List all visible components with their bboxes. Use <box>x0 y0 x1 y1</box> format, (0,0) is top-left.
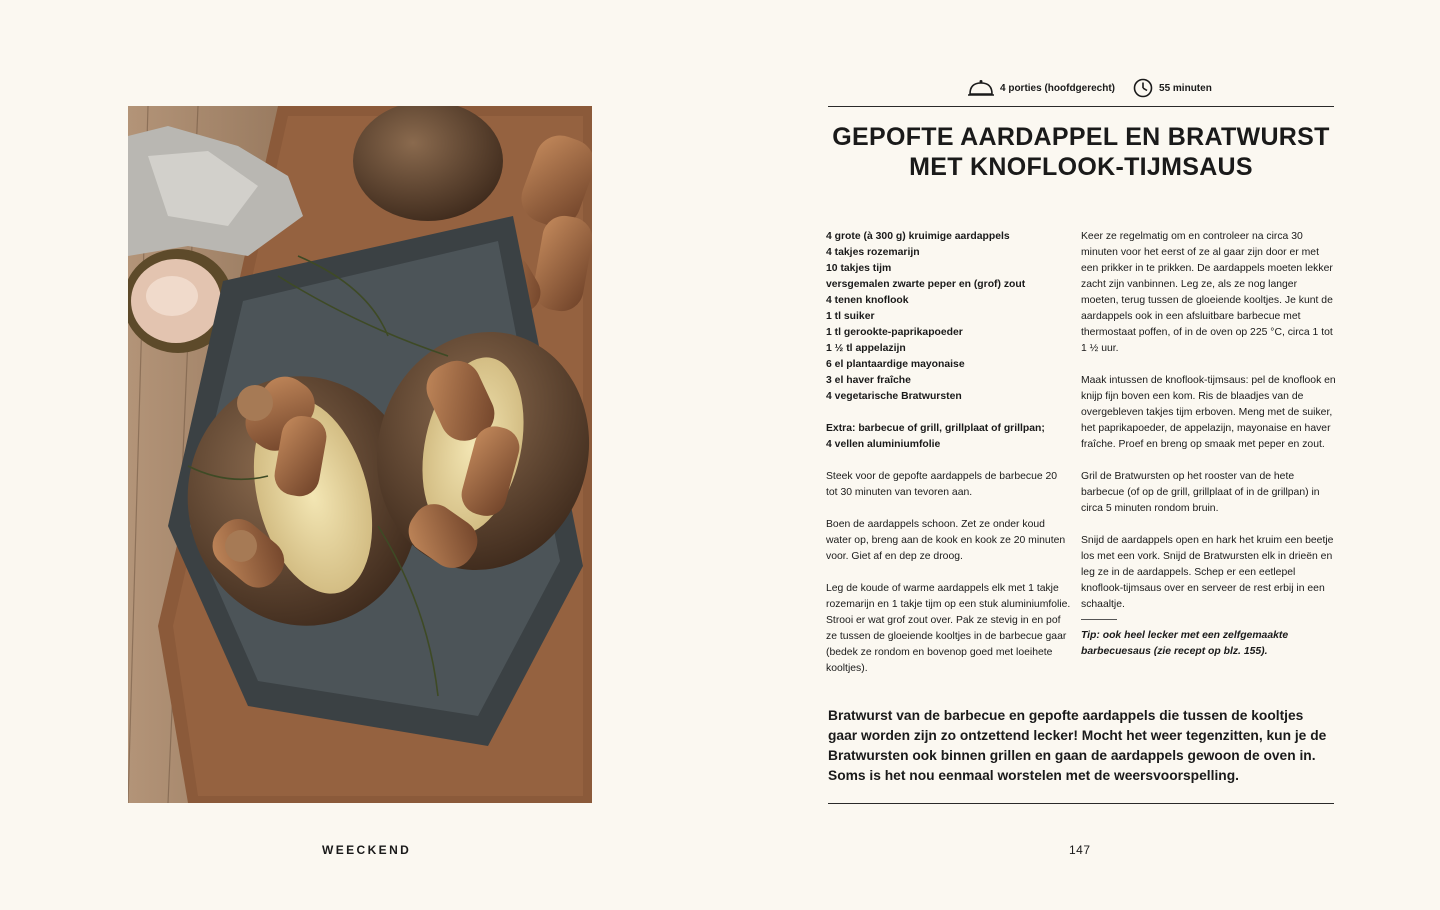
ingredient-item: 4 takjes rozemarijn <box>826 247 920 258</box>
step-paragraph: Keer ze regelmatig om en controleer na circa 30 minuten voor het eerst of ze al gaar zijn door er met een prikker in te prikken. De aardappels moeten lekker zacht zijn vanbinnen. Leg ze, als ze nog langer moeten, terug tussen de gloeiende kooltjes. Je kunt de aardappels ook in een afsluitbare barbecue met thermostaat poffen, of in de oven op 225 °C, circa 1 tot 1 ½ uur. <box>1081 231 1333 354</box>
tip-divider <box>1081 619 1117 620</box>
left-column <box>826 229 1071 693</box>
step-paragraph: Steek voor de gepofte aardappels de barbecue 20 tot 30 minuten van tevoren aan. <box>826 471 1058 498</box>
extra-line-2: 4 vellen aluminiumfolie <box>826 439 941 450</box>
time-text: 55 minuten <box>1159 82 1212 94</box>
recipe-intro: Bratwurst van de barbecue en gepofte aardappels die tussen de kooltjes gaar worden zijn zo ontzettend lecker! Mocht het weer tegenzitten, kun je de Bratwursten ook binnen grillen en gaan de aardappels gewoon de oven in. Soms is het nou eenmaal worstelen met de weersvoorspelling. <box>828 708 1327 783</box>
ingredient-item: 3 el haver fraîche <box>826 375 911 386</box>
ingredient-item: 1 tl gerookte-paprikapoeder <box>826 327 963 338</box>
section-name: WEECKEND <box>322 843 412 857</box>
extra-line-1: Extra: barbecue of grill, grillplaat of grillpan; <box>826 423 1045 434</box>
recipe-photo <box>128 106 592 803</box>
ingredient-item: 4 tenen knoflook <box>826 295 909 306</box>
bottom-divider <box>828 803 1334 804</box>
recipe-meta <box>968 76 1212 100</box>
ingredient-item: 10 takjes tijm <box>826 263 892 274</box>
ingredient-item: 4 grote (à 300 g) kruimige aardappels <box>826 231 1010 242</box>
step-paragraph: Gril de Bratwursten op het rooster van de hete barbecue (of op de grill, grillplaat of in de grillpan) in circa 5 minuten rondom bruin. <box>1081 471 1320 514</box>
extra-equipment <box>826 421 1071 453</box>
title-line-2: MET KNOFLOOK-TIJMSAUS <box>909 153 1253 181</box>
step-paragraph: Boen de aardappels schoon. Zet ze onder koud water op, breng aan de kook en kook ze 20 minuten voor. Giet af en dep ze droog. <box>826 519 1066 562</box>
ingredient-item: 1 tl suiker <box>826 311 875 322</box>
title-line-1: GEPOFTE AARDAPPEL EN BRATWURST <box>832 123 1330 151</box>
right-column <box>1081 229 1337 676</box>
page-number: 147 <box>1069 843 1091 857</box>
clock-icon <box>1133 78 1153 98</box>
baked-potato-bratwurst-photo <box>128 106 592 803</box>
step-paragraph: Leg de koude of warme aardappels elk met 1 takje rozemarijn en 1 takje tijm op een stuk aluminiumfolie. Strooi er wat grof zout over. Pak ze stevig in en pof ze tussen de gloeiende kooltjes in de barbecue gaar (bedek ze rondom en bovenop goed met loeihete kooltjes). <box>826 583 1071 674</box>
ingredient-item: 1 ½ tl appelazijn <box>826 343 906 354</box>
ingredient-item: 4 vegetarische Bratwursten <box>826 391 962 402</box>
step-paragraph: Maak intussen de knoflook-tijmsaus: pel de knoflook en knijp fijn boven een kom. Ris de blaadjes van de overgebleven takjes tijm erboven. Meng met de suiker, het paprikapoeder, de appelazijn, mayonaise en haver fraîche. Proef en breng op smaak met peper en zout. <box>1081 375 1336 450</box>
ingredient-item: versgemalen zwarte peper en (grof) zout <box>826 279 1026 290</box>
tip-text: Tip: ook heel lecker met een zelfgemaakte barbecuesaus (zie recept op blz. 155). <box>1081 630 1289 657</box>
servings-text: 4 porties (hoofdgerecht) <box>1000 82 1116 94</box>
step-paragraph: Snijd de aardappels open en hark het kruim een beetje los met een vork. Snijd de Bratwursten elk in drieën en leg ze in de aardappels. Schep er een eetlepel knoflook-tijmsaus over en serveer de rest erbij in een schaaltje. <box>1081 535 1334 610</box>
ingredient-list <box>826 229 1071 405</box>
cloche-icon <box>968 79 994 97</box>
top-divider <box>828 106 1334 107</box>
recipe-title <box>828 122 1334 182</box>
ingredient-item: 6 el plantaardige mayonaise <box>826 359 965 370</box>
